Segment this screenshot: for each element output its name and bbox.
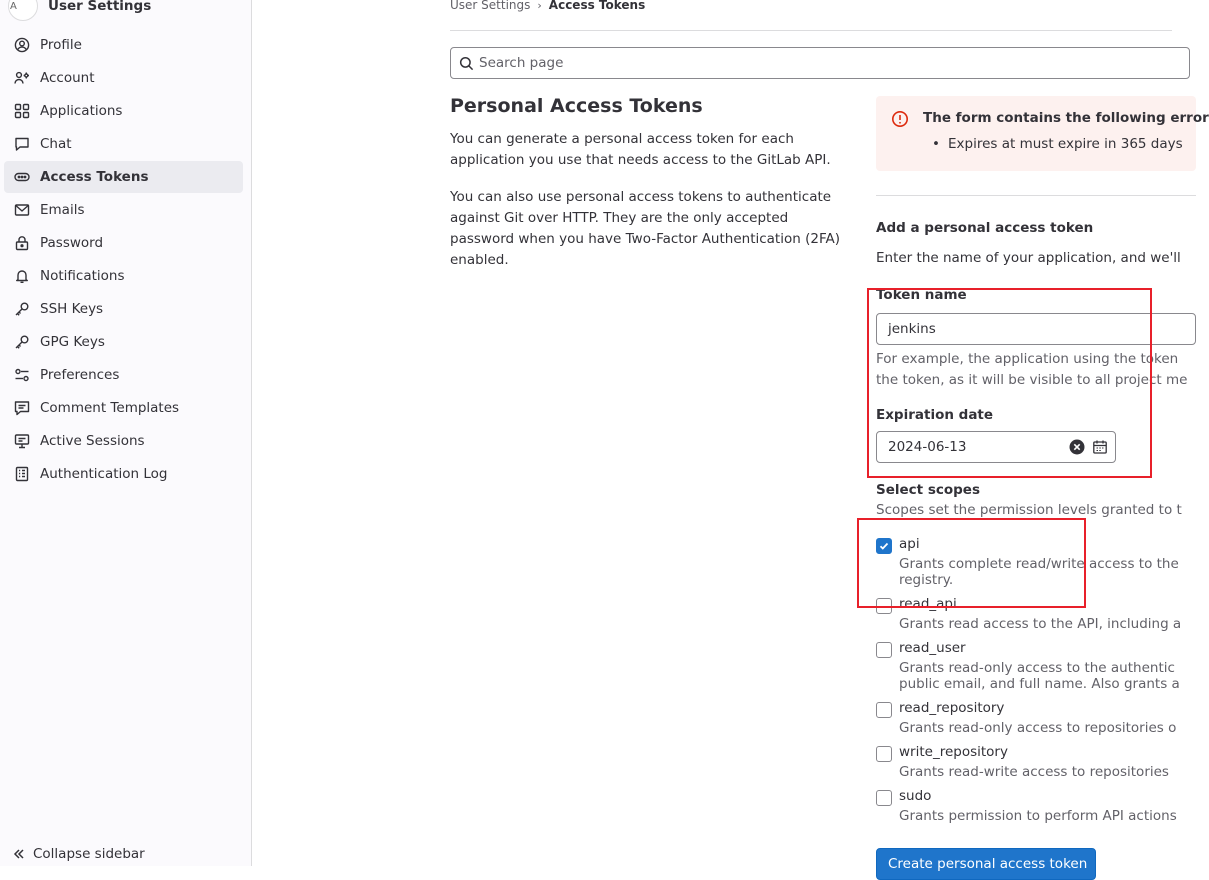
scope-name: write_repository	[899, 744, 1008, 760]
sidebar-item-notifications[interactable]	[4, 260, 243, 292]
expiration-date-input[interactable]	[876, 431, 1116, 463]
sidebar-item-label: Authentication Log	[40, 466, 168, 482]
sidebar-item-ssh-keys[interactable]	[4, 293, 243, 325]
form-divider	[876, 195, 1196, 196]
sidebar-item-active-sessions[interactable]	[4, 425, 243, 457]
scope-desc-line-1: Grants complete read/write access to the	[899, 556, 1179, 572]
calendar-icon[interactable]	[1092, 439, 1108, 455]
sidebar-item-emails[interactable]	[4, 194, 243, 226]
sidebar-item-applications[interactable]	[4, 95, 243, 127]
intro-paragraph-1: You can generate a personal access token for each application you use that needs access to the GitLab API.	[450, 131, 831, 168]
breadcrumb	[450, 0, 645, 12]
scope-desc-line-2: registry.	[899, 572, 954, 588]
sidebar-item-label: Notifications	[40, 268, 125, 284]
alert-error-item: • Expires at must expire in 365 days	[948, 136, 1183, 152]
collapse-sidebar-label: Collapse sidebar	[33, 846, 145, 862]
search-icon	[459, 56, 474, 71]
double-chevron-left-icon	[12, 847, 26, 861]
check-icon	[879, 541, 889, 551]
account-icon	[14, 70, 30, 86]
sidebar-item-access-tokens[interactable]	[4, 161, 243, 193]
sidebar-item-chat[interactable]	[4, 128, 243, 160]
sidebar-item-label: Emails	[40, 202, 85, 218]
settings-sidebar	[0, 0, 252, 866]
chat-icon	[14, 136, 30, 152]
lock-icon	[14, 235, 30, 251]
clear-icon[interactable]	[1069, 439, 1085, 455]
scope-desc-line-1: Grants read-write access to repositories	[899, 764, 1169, 780]
token-name-label: Token name	[876, 287, 967, 303]
scope-description	[899, 556, 1179, 588]
sidebar-item-label: Account	[40, 70, 95, 86]
sidebar-item-label: Access Tokens	[40, 169, 149, 185]
sidebar-item-preferences[interactable]	[4, 359, 243, 391]
token-name-help	[876, 349, 1187, 391]
applications-icon	[14, 103, 30, 119]
scope-desc-line-1: Grants read-only access to repositories o	[899, 720, 1177, 736]
scope-name: sudo	[899, 788, 932, 804]
sidebar-item-label: Profile	[40, 37, 82, 53]
header-divider	[450, 30, 1172, 31]
comment-icon	[14, 400, 30, 416]
sidebar-item-label: Chat	[40, 136, 72, 152]
intro-paragraph-2: You can also use personal access tokens to authenticate against Git over HTTP. They are the only accepted password when you have Two-Factor Authentication (2FA) enabled.	[450, 189, 840, 268]
breadcrumb-separator: ›	[537, 0, 542, 12]
sidebar-item-gpg-keys[interactable]	[4, 326, 243, 358]
sidebar-header	[8, 0, 151, 21]
scopes-help: Scopes set the permission levels granted to t	[876, 502, 1182, 518]
scope-desc-line-2: public email, and full name. Also grants a	[899, 676, 1180, 692]
log-icon	[14, 466, 30, 482]
scope-description	[899, 660, 1180, 692]
alert-title: The form contains the following error	[923, 110, 1209, 126]
sidebar-item-authentication-log[interactable]	[4, 458, 243, 490]
sidebar-item-label: GPG Keys	[40, 334, 105, 350]
scope-checkbox[interactable]	[876, 702, 892, 718]
token-name-input[interactable]	[876, 313, 1196, 345]
intro-section	[450, 95, 845, 287]
breadcrumb-parent[interactable]: User Settings	[450, 0, 531, 12]
sidebar-item-label: Applications	[40, 103, 123, 119]
scope-checkbox[interactable]	[876, 642, 892, 658]
scope-name: read_user	[899, 640, 966, 656]
create-token-button[interactable]: Create personal access token	[876, 848, 1096, 880]
form-intro: Enter the name of your application, and we'll	[876, 250, 1181, 266]
scope-name: read_api	[899, 596, 957, 612]
sidebar-item-profile[interactable]	[4, 29, 243, 61]
scope-checkbox[interactable]	[876, 790, 892, 806]
scope-description	[899, 808, 1177, 824]
form-heading: Add a personal access token	[876, 220, 1094, 236]
scope-checkbox[interactable]	[876, 538, 892, 554]
error-alert	[876, 96, 1209, 171]
sidebar-item-label: Comment Templates	[40, 400, 180, 416]
scope-checkbox[interactable]	[876, 746, 892, 762]
sidebar-item-label: Password	[40, 235, 104, 251]
key-icon	[14, 301, 30, 317]
sidebar-item-account[interactable]	[4, 62, 243, 94]
search-box[interactable]	[450, 47, 1190, 79]
key-icon	[14, 334, 30, 350]
scope-desc-line-1: Grants permission to perform API actions	[899, 808, 1177, 824]
sidebar-item-label: Active Sessions	[40, 433, 145, 449]
collapse-sidebar-button[interactable]	[12, 842, 145, 866]
expiration-date-value: 2024-06-13	[888, 439, 967, 455]
preferences-icon	[14, 367, 30, 383]
token-icon	[14, 169, 30, 185]
expiration-date-label: Expiration date	[876, 407, 994, 423]
bell-icon	[14, 268, 30, 284]
sidebar-item-comment-templates[interactable]	[4, 392, 243, 424]
scope-desc-line-1: Grants read access to the API, including a	[899, 616, 1182, 632]
select-scopes-label: Select scopes	[876, 482, 980, 498]
scope-name: read_repository	[899, 700, 1005, 716]
scope-name: api	[899, 536, 920, 552]
avatar[interactable]	[8, 0, 38, 21]
sidebar-item-label: SSH Keys	[40, 301, 104, 317]
avatar-alt-text: A	[10, 0, 17, 12]
scope-description	[899, 616, 1181, 632]
token-help-line-2: the token, as it will be visible to all project me	[876, 372, 1188, 388]
sidebar-item-password[interactable]	[4, 227, 243, 259]
sidebar-title: User Settings	[48, 0, 152, 14]
search-input[interactable]	[479, 55, 1079, 71]
breadcrumb-current[interactable]: Access Tokens	[548, 0, 646, 12]
monitor-icon	[14, 433, 30, 449]
sidebar-item-label: Preferences	[40, 367, 120, 383]
token-name-value: jenkins	[888, 321, 936, 337]
scope-desc-line-1: Grants read-only access to the authentic	[899, 660, 1175, 676]
sidebar-nav	[4, 29, 243, 491]
error-icon	[891, 110, 909, 128]
scope-description	[899, 764, 1169, 780]
scope-checkbox[interactable]	[876, 598, 892, 614]
mail-icon	[14, 202, 30, 218]
profile-icon	[14, 37, 30, 53]
page-title: Personal Access Tokens	[450, 95, 703, 117]
scope-description	[899, 720, 1176, 736]
token-help-line-1: For example, the application using the token	[876, 351, 1179, 367]
